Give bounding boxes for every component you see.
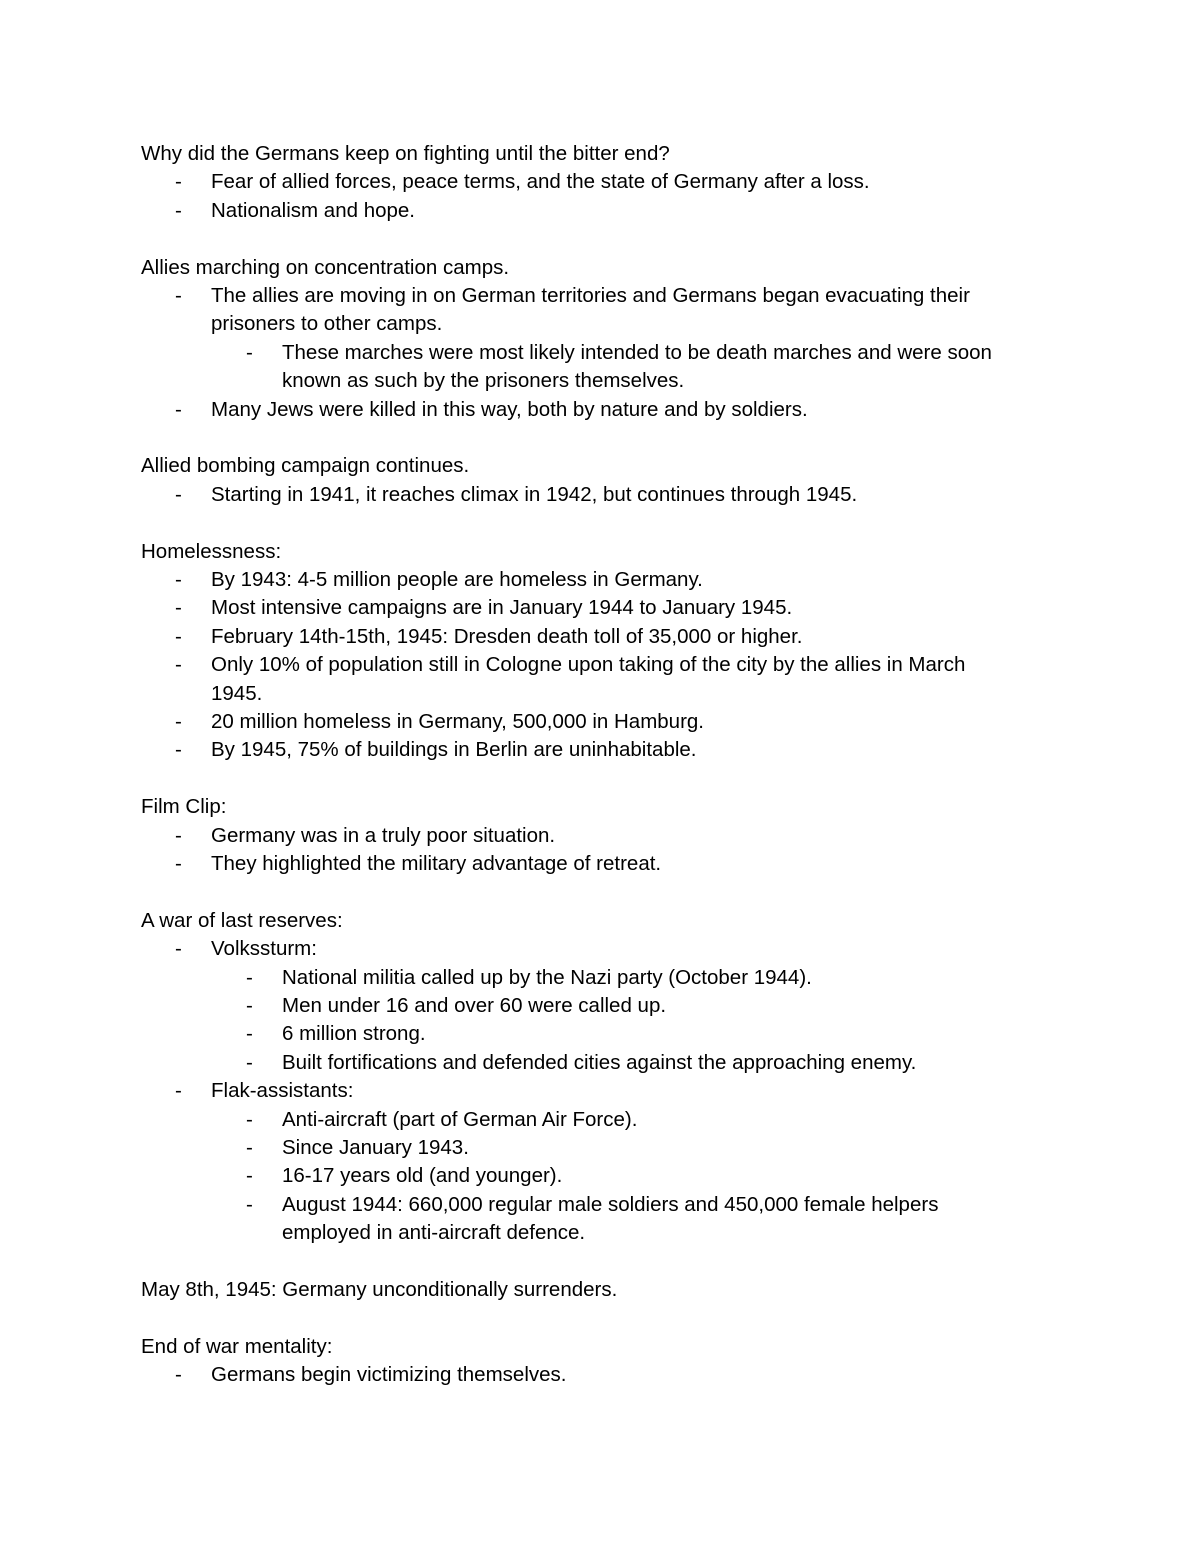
bullet-dash: - [175, 198, 182, 222]
bullet-dash: - [175, 568, 182, 591]
bullet-dash: - [175, 738, 182, 762]
bullet-dash: - [175, 852, 182, 875]
bullet-item-text: Germans begin victimizing themselves. [211, 1363, 567, 1387]
bullet-dash: - [175, 1079, 182, 1103]
bullet-dash: - [246, 1050, 253, 1074]
section-heading: End of war mentality: [141, 1334, 333, 1358]
section-heading: Allies marching on concentration camps. [141, 255, 510, 279]
section-heading: Allied bombing campaign continues. [141, 454, 470, 478]
bullet-dash: - [175, 397, 182, 421]
bullet-dash: - [175, 170, 182, 194]
sub-bullet-item-text: 16-17 years old (and younger). [282, 1164, 563, 1188]
sub-bullet-item-text: Men under 16 and over 60 were called up. [282, 994, 667, 1017]
bullet-item-text: Only 10% of population still in Cologne upon taking of the city by the allies in March [211, 653, 966, 677]
bullet-item-text: Many Jews were killed in this way, both by nature and by soldiers. [211, 397, 808, 421]
bullet-item-text: Nationalism and hope. [211, 198, 415, 222]
sub-bullet-item-text: Since January 1943. [282, 1136, 469, 1159]
bullet-dash: - [246, 1107, 253, 1131]
sub-bullet-item-text: employed in anti-aircraft defence. [282, 1221, 586, 1245]
bullet-dash: - [175, 937, 182, 961]
section-heading: A war of last reserves: [141, 908, 343, 932]
section-heading: May 8th, 1945: Germany unconditionally surrenders. [141, 1278, 618, 1301]
bullet-dash: - [246, 994, 253, 1017]
bullet-item-text: By 1945, 75% of buildings in Berlin are uninhabitable. [211, 738, 697, 762]
bullet-item-text: The allies are moving in on German territories and Germans began evacuating their [211, 284, 970, 307]
bullet-dash: - [175, 482, 182, 506]
bullet-dash: - [175, 823, 182, 847]
bullet-dash: - [246, 1192, 253, 1216]
bullet-dash: - [175, 596, 182, 620]
section-heading: Film Clip: [141, 795, 227, 819]
sub-bullet-item-text: 6 million strong. [282, 1022, 426, 1046]
bullet-item-text: They highlighted the military advantage of retreat. [211, 852, 662, 875]
sub-bullet-item-text: August 1944: 660,000 regular male soldiers and 450,000 female helpers [282, 1192, 939, 1216]
bullet-dash: - [246, 1022, 253, 1046]
sub-bullet-item-text: National militia called up by the Nazi party (October 1944). [282, 965, 812, 989]
bullet-item-text: 1945. [211, 681, 263, 705]
section-heading: Homelessness: [141, 539, 282, 563]
bullet-item-text: By 1943: 4-5 million people are homeless in Germany. [211, 568, 703, 591]
bullet-dash: - [246, 340, 253, 364]
bullet-dash: - [175, 1363, 182, 1387]
bullet-item-text: Most intensive campaigns are in January 1944 to January 1945. [211, 596, 793, 620]
bullet-dash: - [246, 965, 253, 989]
bullet-item-text: 20 million homeless in Germany, 500,000 in Hamburg. [211, 710, 705, 733]
bullet-item-text: Flak-assistants: [211, 1079, 354, 1103]
bullet-item-text: Starting in 1941, it reaches climax in 1942, but continues through 1945. [211, 482, 858, 506]
bullet-item-text: February 14th-15th, 1945: Dresden death toll of 35,000 or higher. [211, 624, 803, 648]
bullet-dash: - [175, 284, 182, 307]
sub-bullet-item-text: These marches were most likely intended to be death marches and were soon [282, 340, 992, 364]
section-heading: Why did the Germans keep on fighting until the bitter end? [141, 142, 670, 165]
bullet-dash: - [175, 624, 182, 648]
bullet-item-text: prisoners to other camps. [211, 312, 443, 336]
bullet-item-text: Fear of allied forces, peace terms, and the state of Germany after a loss. [211, 170, 870, 194]
bullet-item-text: Volkssturm: [211, 937, 317, 961]
sub-bullet-item-text: Anti-aircraft (part of German Air Force). [282, 1107, 638, 1131]
sub-bullet-item-text: known as such by the prisoners themselves. [282, 369, 685, 393]
bullet-dash: - [246, 1164, 253, 1188]
bullet-dash: - [175, 653, 182, 677]
bullet-item-text: Germany was in a truly poor situation. [211, 823, 556, 847]
sub-bullet-item-text: Built fortifications and defended cities against the approaching enemy. [282, 1050, 917, 1074]
bullet-dash: - [175, 710, 182, 733]
bullet-dash: - [246, 1136, 253, 1159]
